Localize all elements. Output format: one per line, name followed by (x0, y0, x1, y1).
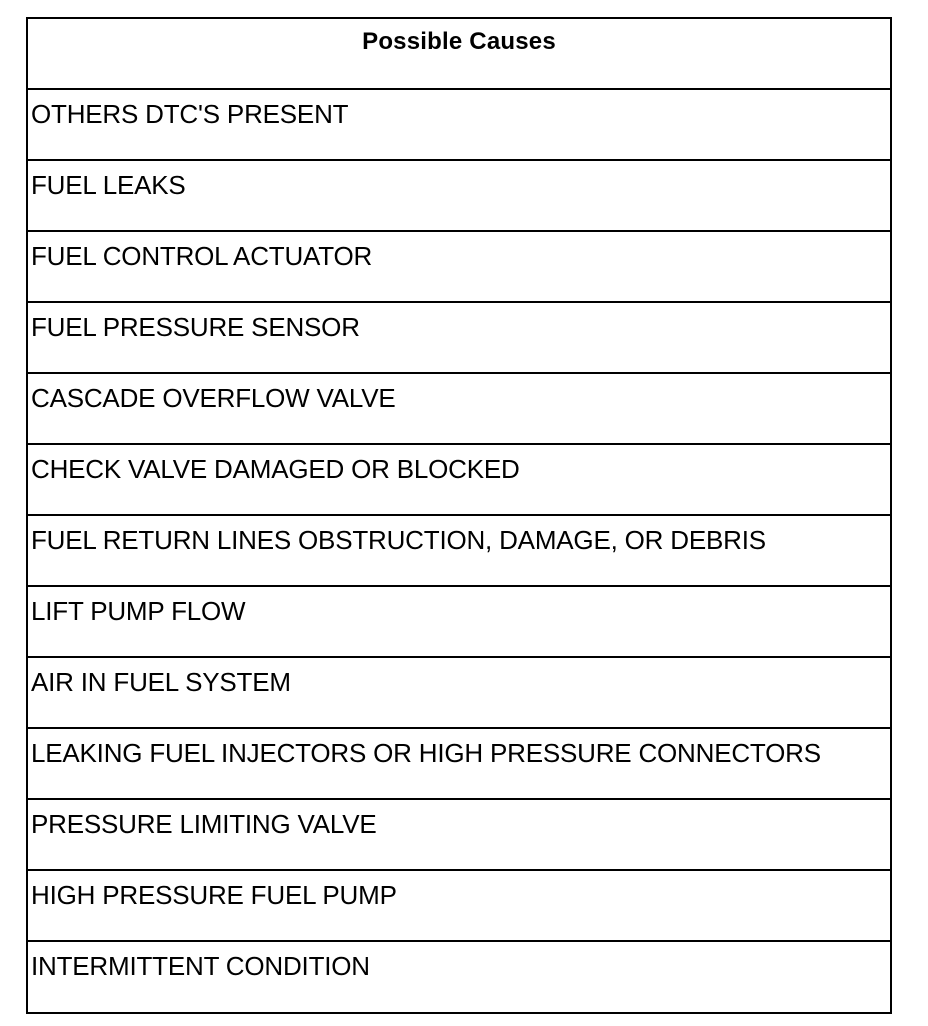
table-row (28, 871, 890, 942)
possible-causes-table (26, 17, 892, 1014)
cause-cell: INTERMITTENT CONDITION (31, 951, 370, 981)
cause-cell: FUEL LEAKS (31, 170, 186, 200)
table-row (28, 658, 890, 729)
table-row (28, 587, 890, 658)
cause-cell: FUEL PRESSURE SENSOR (31, 312, 360, 342)
table-row (28, 942, 890, 1013)
table-row (28, 161, 890, 232)
table-row (28, 800, 890, 871)
table-row (28, 516, 890, 587)
table-header-row (28, 19, 890, 90)
cause-cell: CHECK VALVE DAMAGED OR BLOCKED (31, 454, 520, 484)
cause-cell: CASCADE OVERFLOW VALVE (31, 383, 396, 413)
table-row (28, 374, 890, 445)
cause-cell: FUEL RETURN LINES OBSTRUCTION, DAMAGE, OR DEBRIS (31, 525, 766, 555)
cause-cell: HIGH PRESSURE FUEL PUMP (31, 880, 397, 910)
cause-cell: LEAKING FUEL INJECTORS OR HIGH PRESSURE CONNECTORS (31, 738, 821, 768)
cause-cell: LIFT PUMP FLOW (31, 596, 246, 626)
cause-cell: OTHERS DTC'S PRESENT (31, 99, 349, 129)
table-row (28, 90, 890, 161)
cause-cell: PRESSURE LIMITING VALVE (31, 809, 377, 839)
table-header-cell: Possible Causes (362, 28, 556, 55)
cause-cell: FUEL CONTROL ACTUATOR (31, 241, 373, 271)
table-row (28, 729, 890, 800)
table-row (28, 232, 890, 303)
table-row (28, 445, 890, 516)
cause-cell: AIR IN FUEL SYSTEM (31, 667, 291, 697)
table-row (28, 303, 890, 374)
